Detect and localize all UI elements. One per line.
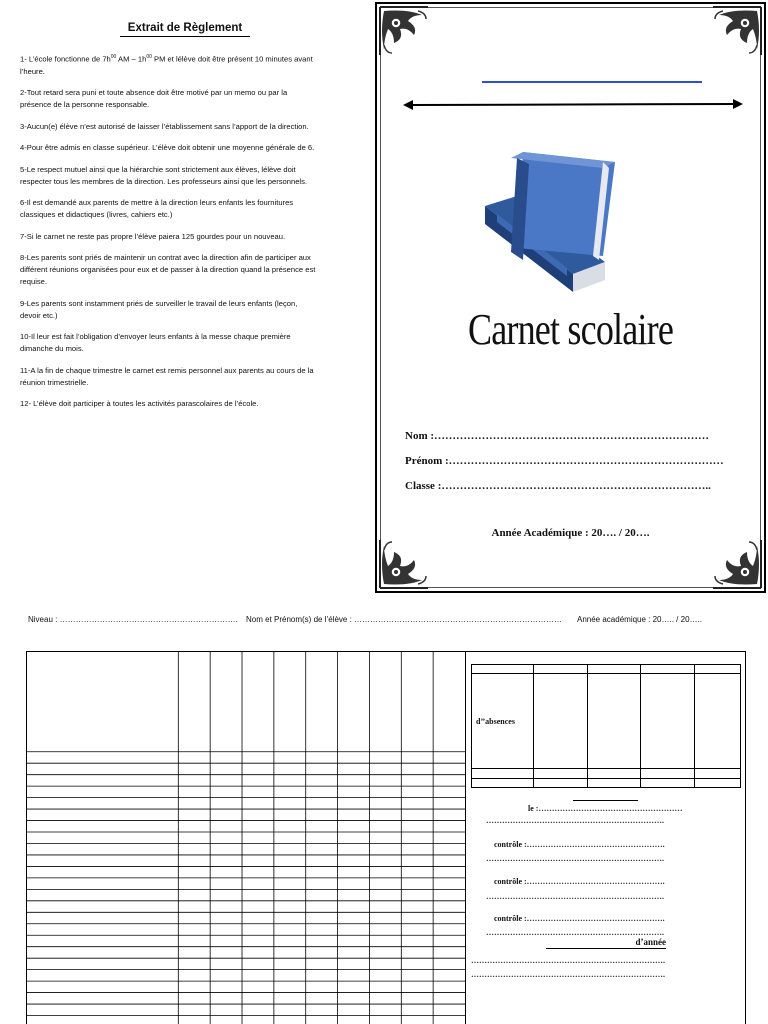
corner-ornament-icon <box>711 538 763 590</box>
books-icon <box>477 144 617 314</box>
prenom-field: Prénom :………………………………………………………………… <box>405 455 724 467</box>
niveau-field: Niveau : …………………………………………………………. <box>28 615 238 624</box>
rule-6: 6-Il est demandé aux parents de mettre à la direction leurs enfants les fournitures classiques et didactiques (livres, cahiers etc.) <box>20 198 294 220</box>
rule-12: 12- L’élève doit participer à toutes les activités parascolaires de l’école. <box>20 399 259 409</box>
reglement-section <box>20 22 320 420</box>
le-line: le :……………………………………………… <box>528 804 683 813</box>
controle-line: contrôle :……………………………………………. <box>494 877 665 886</box>
absences-table <box>471 664 741 788</box>
blue-underline <box>482 81 702 83</box>
dots-line: ………………………………………………………………. <box>471 970 665 979</box>
dots-line: …………………………………………………………. <box>486 816 664 825</box>
corner-ornament-icon <box>378 5 430 57</box>
absences-label: d’’absences <box>472 674 534 769</box>
rule-4: 4-Pour être admis en classe supérieur. L’élève doit obtenir une moyenne générale de 6. <box>20 143 315 153</box>
corner-ornament-icon <box>378 538 430 590</box>
academic-year-field: Année académique : 20….. / 20….. <box>577 615 702 624</box>
dots-line: ………………………………………………………………. <box>471 956 665 965</box>
cover-academic-year: Année Académique : 20…. / 20…. <box>491 527 650 539</box>
double-arrow-icon <box>403 98 743 112</box>
rule-10: 10-Il leur est fait l’obligation d’envoyer leurs enfants à la messe chaque première dimanche du mois. <box>20 332 291 354</box>
annee-label: d’année <box>546 937 666 949</box>
student-name-field: Nom et Prénom(s) de l’élève : …………………………………………………………………… <box>246 615 563 624</box>
grades-table <box>26 651 466 1024</box>
dots-line: …………………………………………………………. <box>486 854 664 863</box>
controle-line: contrôle :……………………………………………. <box>494 914 665 923</box>
summary-panel <box>466 651 746 1024</box>
rule-11: 11-A la fin de chaque trimestre le carnet est remis personnel aux parents au cours de la réunion trimestrielle. <box>20 365 314 387</box>
rule-5: 5-Le respect mutuel ainsi que la hiérarchie sont strictement aux élèves, lélève doit respecter tous les membres de la direction. Les professeurs ainsi que les personnels. <box>20 164 308 186</box>
classe-field: Classe :……………………………………………………………….. <box>405 480 711 492</box>
rule-7: 7-Si le carnet ne reste pas propre l’élève paiera 125 gourdes pour un nouveau. <box>20 231 286 241</box>
rule-1: 1- L’école fonctionne de $7h^{00}$ AM – $1h^{00}$ PM et lélève doit être présent 10 minutes avant l’heure. <box>20 54 313 76</box>
rule-2: 2-Tout retard sera puni et toute absence doit être motivé par un memo ou par la présence de la personne responsable. <box>20 88 288 110</box>
rule-8: 8-Les parents sont priés de maintenir un contrat avec la direction afin de participer aux différent réunions organisées pour eux et de passer à la direction quand la présence est requise. <box>20 253 316 287</box>
dots-line: …………………………………………………………. <box>486 892 664 901</box>
reglement-title: Extrait de Règlement <box>120 22 250 37</box>
rule-9: 9-Les parents sont instamment priés de surveiller le travail de leurs enfants (leçon, devoir etc.) <box>20 298 298 320</box>
nom-field: Nom :………………………………………………………………… <box>405 430 710 442</box>
corner-ornament-icon <box>711 5 763 57</box>
controle-line: contrôle :……………………………………………. <box>494 840 665 849</box>
cover-page <box>375 2 766 593</box>
short-rule <box>573 800 638 801</box>
dots-line: …………………………………………………………. <box>486 928 664 937</box>
cover-title: Carnet scolaire <box>467 305 674 354</box>
rule-3: 3-Aucun(e) élève n’est autorisé de laisser l’établissement sans l’apport de la direction. <box>20 121 309 131</box>
